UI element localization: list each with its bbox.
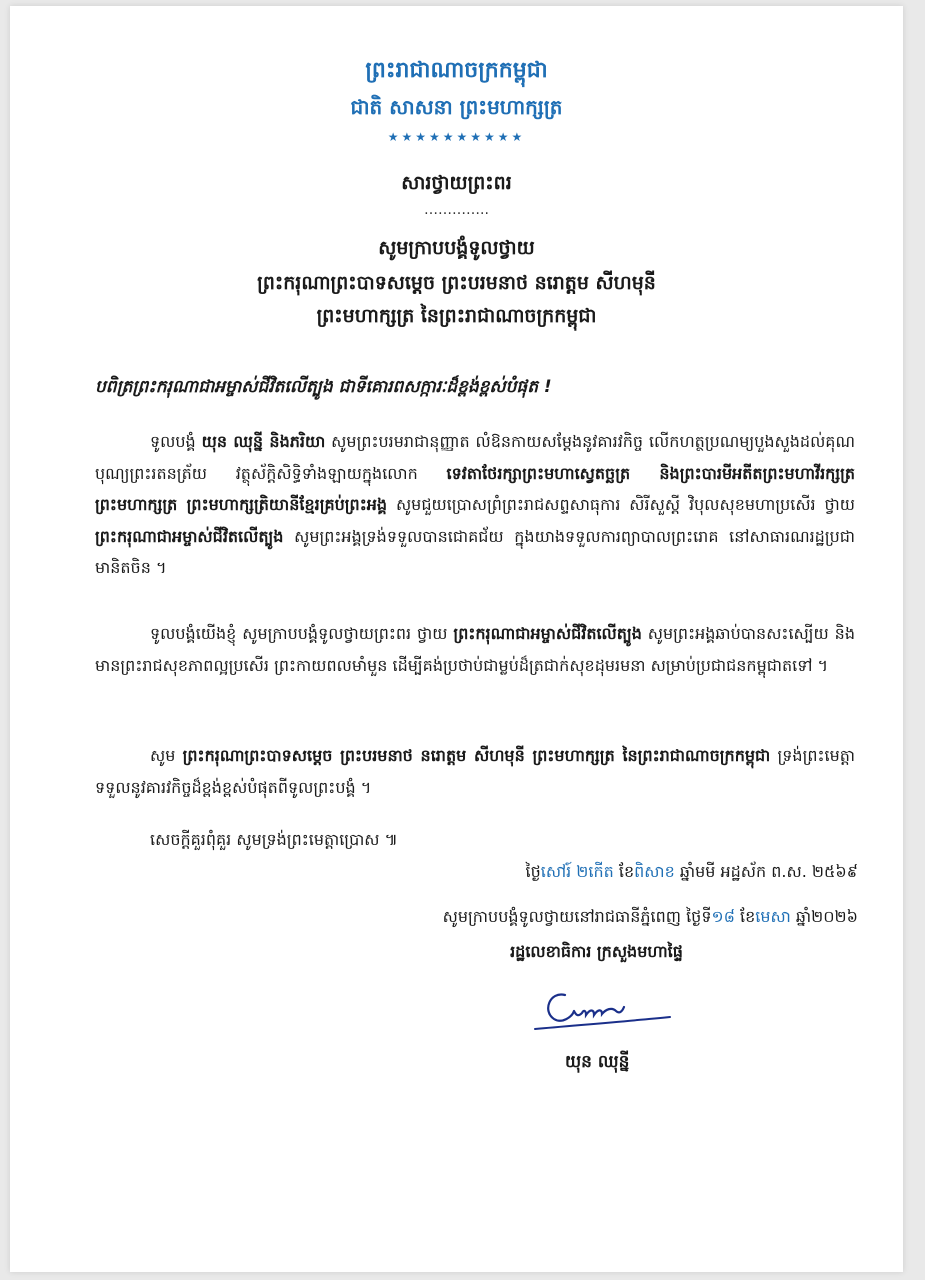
addressee-line-2: ព្រះករុណាព្រះបាទសម្តេច ព្រះបរមនាថ នរោត្តម សីហមុនី	[257, 272, 656, 294]
p3-text-1: សូម	[150, 746, 183, 765]
date-kh-c: ខែ	[613, 862, 635, 881]
dots-divider: …………..	[424, 202, 489, 218]
date-greg-d: មេសា	[755, 907, 791, 926]
addressee-line-1: សូមក្រាបបង្គំទូលថ្វាយ	[378, 237, 535, 259]
addressee-line-3: ព្រះមហាក្សត្រ នៃព្រះរាជាណាចក្រកម្ពុជា	[316, 305, 597, 327]
date-kh-e: ឆ្នាំមមី អដ្ឋស័ក ព.ស. ២៥៦៩	[674, 862, 858, 881]
p1-bold-2: ទេវតាថែរក្សាព្រះមហាស្វេតច្ឆត្រ និងព្រះបារមីអតីតព្រះមហាវីរក្សត្រ ព្រះមហាក្សត្រ ព្រះមហាក្សត្រិយានីខ្មែរគ្រប់ព្រះអង្គ	[95, 463, 856, 514]
paragraph-1	[95, 426, 855, 584]
p1-text-3: សូមជួយប្រោសព្រំព្រះរាជសព្ទសាធុការ សិរីសួស្តី វិបុលសុខមហាប្រសើរ ថ្វាយ	[387, 495, 855, 514]
date-gregorian	[443, 906, 858, 930]
date-greg-c: ខែ	[734, 907, 756, 926]
p1-text-4: សូមព្រះអង្គទ្រង់ទទួលបានជោគជ័យ ក្នុងយាងទទួលការព្យាបាលព្រះរោគ នៅសាធារណរដ្ឋប្រជាមានិតចិន ។	[95, 526, 855, 577]
p2-bold-1: ព្រះករុណាជាអម្ចាស់ជីវិតលើត្បូង	[453, 624, 642, 643]
p1-text-2: សូមព្រះបរមរាជានុញ្ញាត លំឱនកាយសម្តែងនូវគារវកិច្ច លើកហត្ថប្រណម្យបួងសួងដល់គុណបុណ្យព្រះរតនត្រ័យ វត្ថុស័ក្តិសិទ្ធិទាំងឡាយក្នុងលោក	[95, 432, 855, 483]
date-kh-a: ថ្ងៃ	[525, 862, 541, 881]
p3-bold-1: ព្រះករុណាព្រះបាទសម្តេច ព្រះបរមនាថ នរោត្តម សីហមុនី ព្រះមហាក្សត្រ នៃព្រះរាជាណាចក្រកម្ពុជា	[182, 746, 771, 765]
kingdom-title: ព្រះរាជាណាចក្រកម្ពុជា	[365, 58, 548, 83]
signer-name: យុន ឈុន្នី	[565, 1052, 630, 1072]
document-title: សារថ្វាយព្រះពរ	[401, 172, 512, 194]
date-greg-a: សូមក្រាបបង្គំទូលថ្វាយនៅរាជធានីភ្នំពេញ ថ្ងៃទី	[442, 907, 712, 926]
signature-image	[520, 981, 680, 1041]
stars-divider: ★★★★★★★★★★	[387, 130, 526, 144]
p1-bold-3: ព្រះករុណាជាអម្ចាស់ជីវិតលើត្បូង	[95, 526, 284, 546]
paragraph-2	[95, 618, 855, 681]
p1-text-1: ទូលបង្គំ	[150, 432, 202, 451]
paragraph-3	[95, 740, 855, 803]
salutation-heading: បពិត្រព្រះករុណាជាអម្ចាស់ជីវិតលើត្បូង ជាទីគោរពសក្ការៈដ៏ខ្ពង់ខ្ពស់បំផុត !	[95, 377, 552, 397]
p2-text-1: ទូលបង្គំយើងខ្ញុំ សូមក្រាបបង្គំទូលថ្វាយព្រះពរ ថ្វាយ	[150, 624, 454, 643]
date-kh-b: សៅរ៍ ២កើត	[540, 862, 614, 881]
date-greg-b: ១៨	[711, 907, 735, 926]
date-greg-e: ឆ្នាំ២០២៦	[790, 907, 858, 926]
signer-title: រដ្ឋលេខាធិការ ក្រសួងមហាផ្ទៃ	[510, 942, 683, 961]
p3-text-2: ទ្រង់ព្រះមេត្តាទទួលនូវគារវកិច្ចដ៏ខ្ពង់ខ្ពស់បំផុតពីទូលព្រះបង្គំ ។	[95, 746, 855, 797]
national-motto: ជាតិ សាសនា ព្រះមហាក្សត្រ	[350, 95, 563, 119]
date-khmer-calendar	[526, 861, 859, 885]
letter-page	[10, 6, 903, 1272]
p2-text-2: សូមព្រះអង្គឆាប់បានសះស្បើយ និងមានព្រះរាជសុខភាពល្អប្រសើរ ព្រះកាយពលមាំមួន ដើម្បីគង់ប្រថាប់ជាម្លប់ដ៏ត្រជាក់សុខដុមរមនា សម្រាប់ប្រជាជនកម្ពុជាតទៅ ។	[95, 624, 855, 675]
date-kh-d: ពិសាខ	[634, 862, 675, 881]
p1-bold-1: យុន ឈុន្នី និងភរិយា	[201, 432, 326, 451]
closing-line: សេចក្តីគួរពុំគួរ សូមទ្រង់ព្រះមេត្តាប្រោស ៕	[150, 830, 398, 849]
